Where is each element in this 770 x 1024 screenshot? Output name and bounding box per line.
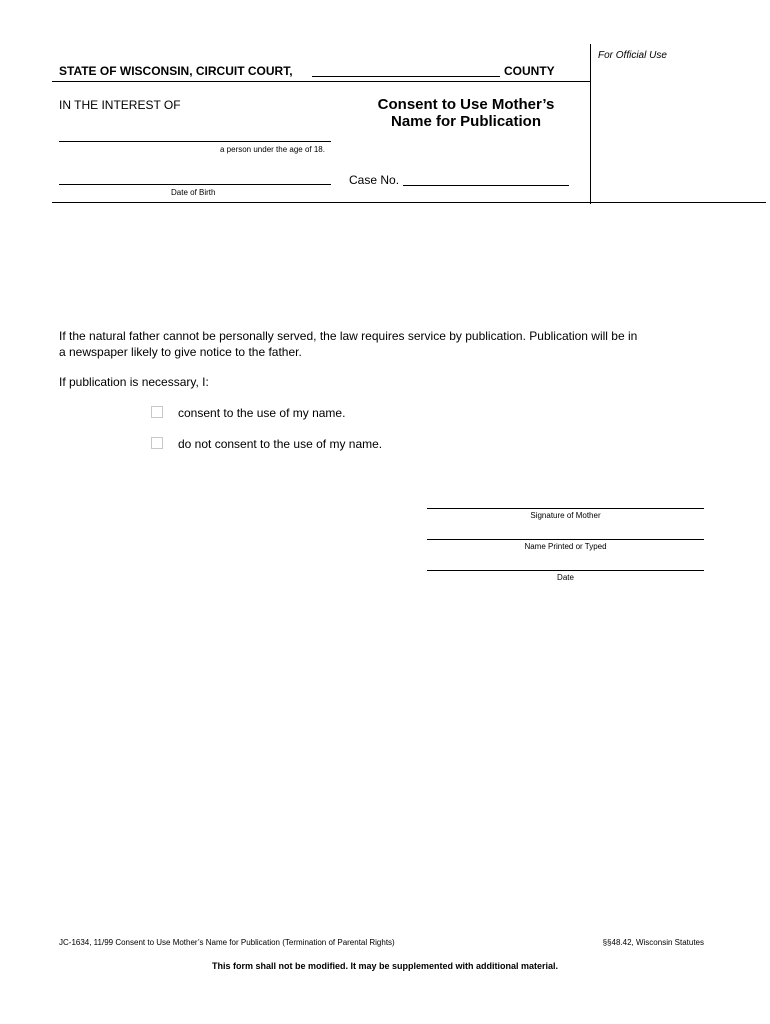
printed-name-field[interactable] [427,539,704,540]
date-field[interactable] [427,570,704,571]
form-title-line1: Consent to Use Mother’s [377,96,555,113]
header-rule-top [52,81,590,82]
paragraph-service-line2: a newspaper likely to give notice to the father. [59,345,302,359]
county-field[interactable] [312,64,500,77]
signature-field[interactable] [427,508,704,509]
court-prefix: STATE OF WISCONSIN, CIRCUIT COURT, [59,64,293,78]
paragraph-service-line1: If the natural father cannot be personally served, the law requires service by publication. Publication will be in [59,329,638,343]
no-consent-checkbox[interactable] [151,437,163,449]
consent-checkbox[interactable] [151,406,163,418]
signature-caption: Signature of Mother [530,511,601,520]
form-title [340,96,592,130]
date-caption: Date [557,573,574,582]
child-name-field[interactable] [59,141,331,142]
modification-notice: This form shall not be modified. It may be supplemented with additional material. [211,961,559,971]
form-title-line2: Name for Publication [390,113,542,130]
dob-field[interactable] [59,184,331,185]
consent-label: consent to the use of my name. [178,406,346,420]
case-label: Case No. [349,173,400,187]
case-number-field[interactable] [403,173,569,186]
person-caption: a person under the age of 18. [220,145,325,154]
paragraph-publication: If publication is necessary, I: [59,375,209,389]
dob-caption: Date of Birth [171,188,216,197]
official-use-label: For Official Use [598,50,667,61]
no-consent-label: do not consent to the use of my name. [178,437,383,451]
header-rule-bottom [52,202,766,203]
form-id: JC-1634, 11/99 Consent to Use Mother’s Name for Publication (Termination of Parental Rights) [59,938,395,947]
printed-name-caption: Name Printed or Typed [524,542,607,551]
paragraph-service [59,328,709,360]
county-label: COUNTY [504,64,555,78]
in-interest-label: IN THE INTEREST OF [59,98,181,112]
statute-ref: §§48.42, Wisconsin Statutes [602,938,704,947]
